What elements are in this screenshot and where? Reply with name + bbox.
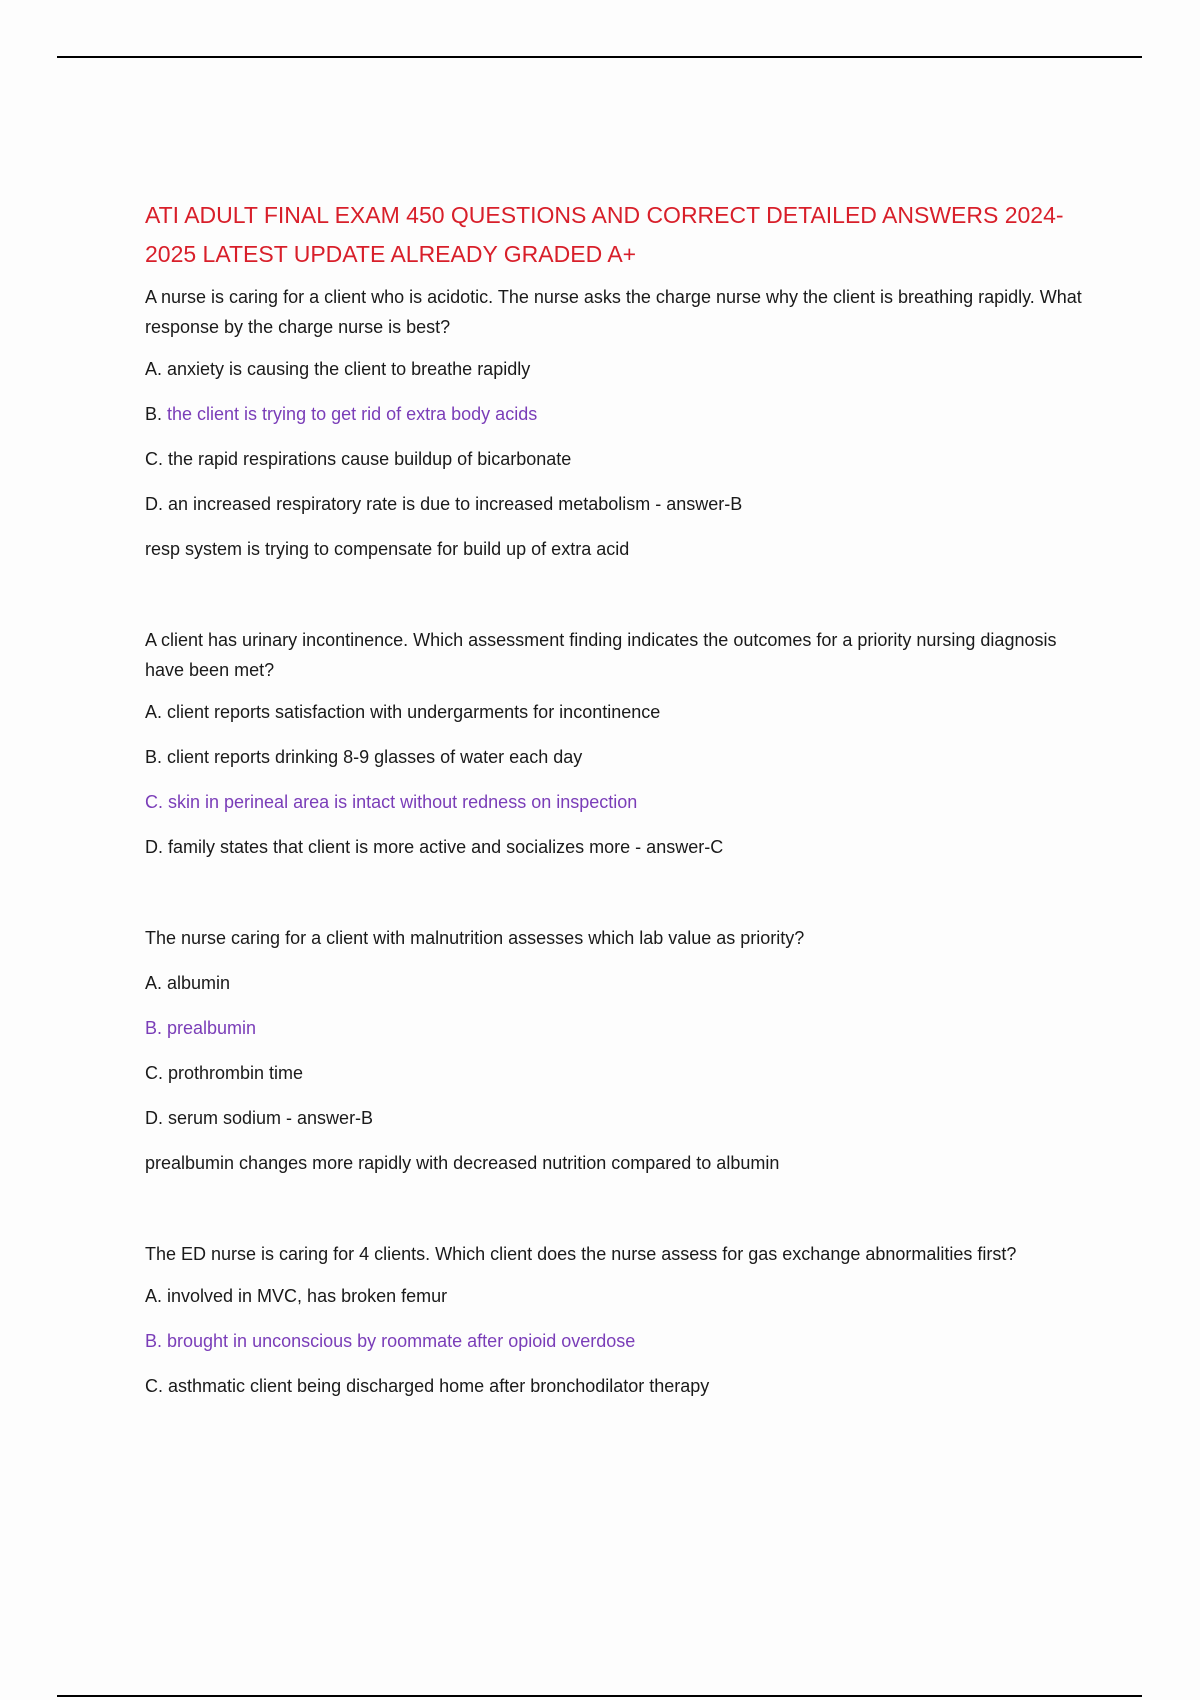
option-c-highlighted: C. skin in perineal area is intact without redness on inspection — [145, 792, 638, 812]
option-b-highlighted: B. brought in unconscious by roommate after opioid overdose — [145, 1331, 636, 1351]
question-4 — [145, 1239, 1095, 1401]
rationale: resp system is trying to compensate for build up of extra acid — [145, 539, 630, 559]
option-d: D. family states that client is more active and socializes more - answer-C — [145, 837, 724, 857]
option-b-highlighted: B. prealbumin — [145, 1018, 257, 1038]
option-d: D. serum sodium - answer-B — [145, 1108, 374, 1128]
question-3 — [145, 923, 1095, 1178]
question-1 — [145, 282, 1095, 564]
option-b-highlighted-text: the client is trying to get rid of extra body acids — [167, 404, 538, 424]
rationale: prealbumin changes more rapidly with decreased nutrition compared to albumin — [145, 1153, 780, 1173]
option-b-letter: B. — [145, 404, 168, 424]
document-title: ATI ADULT FINAL EXAM 450 QUESTIONS AND CORRECT DETAILED ANSWERS 2024-2025 LATEST UPDATE ALREADY GRADED A+ — [145, 202, 1064, 267]
option-a: A. albumin — [145, 973, 231, 993]
option-a: A. anxiety is causing the client to breathe rapidly — [145, 359, 531, 379]
option-c: C. asthmatic client being discharged home after bronchodilator therapy — [145, 1376, 710, 1396]
option-a: A. involved in MVC, has broken femur — [145, 1286, 448, 1306]
question-stem: A client has urinary incontinence. Which assessment finding indicates the outcomes for a priority nursing diagnosis have been met? — [145, 630, 1057, 680]
question-gap — [145, 877, 1095, 923]
question-stem: The nurse caring for a client with malnutrition assesses which lab value as priority? — [145, 928, 805, 948]
option-c: C. prothrombin time — [145, 1063, 304, 1083]
question-gap — [145, 579, 1095, 625]
document-body — [145, 196, 1095, 1416]
option-b — [145, 399, 1095, 429]
question-2 — [145, 625, 1095, 862]
option-a: A. client reports satisfaction with undergarments for incontinence — [145, 702, 661, 722]
question-stem: The ED nurse is caring for 4 clients. Which client does the nurse assess for gas exchange abnormalities first? — [145, 1244, 1017, 1264]
question-stem: A nurse is caring for a client who is acidotic. The nurse asks the charge nurse why the client is breathing rapidly. What response by the charge nurse is best? — [145, 287, 1082, 337]
question-gap — [145, 1193, 1095, 1239]
option-b: B. client reports drinking 8-9 glasses of water each day — [145, 747, 583, 767]
bottom-rule — [57, 1695, 1142, 1697]
option-c: C. the rapid respirations cause buildup of bicarbonate — [145, 449, 572, 469]
option-d: D. an increased respiratory rate is due to increased metabolism - answer-B — [145, 494, 743, 514]
top-rule — [57, 56, 1142, 58]
